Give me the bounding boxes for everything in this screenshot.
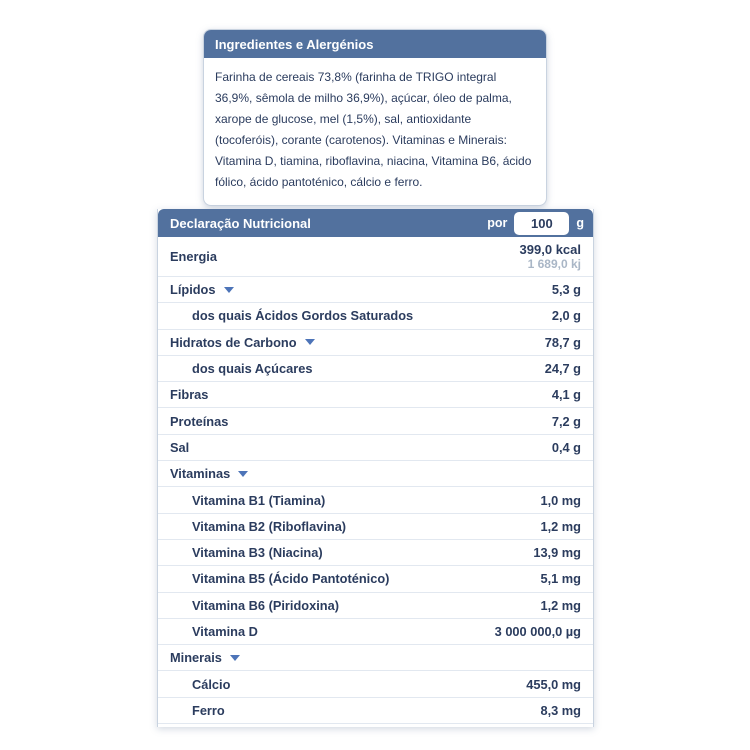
row-value: 1,2 mg <box>540 518 581 534</box>
table-row-sal <box>158 435 593 461</box>
table-row-acucares <box>158 356 593 382</box>
chevron-down-icon <box>230 655 240 661</box>
row-label: Vitamina B3 (Niacina) <box>192 545 323 561</box>
row-label: Cálcio <box>192 676 231 692</box>
table-row-saturados <box>158 303 593 329</box>
table-row-ferro <box>158 698 593 724</box>
table-row-lipidos[interactable] <box>158 277 593 303</box>
nutrition-card-title: Declaração Nutricional <box>170 215 311 231</box>
row-label: Ferro <box>192 702 225 718</box>
row-value: 24,7 g <box>544 361 581 377</box>
row-label: Vitamina B2 (Riboflavina) <box>192 518 347 534</box>
row-label: Minerais <box>170 650 222 666</box>
table-row-vitamina-b1 <box>158 487 593 513</box>
row-value: 5,1 mg <box>540 571 581 587</box>
table-row-vitamina-b2 <box>158 514 593 540</box>
ingredients-card <box>203 29 547 206</box>
nutrition-card-header <box>158 209 593 237</box>
table-section-vitaminas[interactable] <box>158 461 593 487</box>
row-label: Fibras <box>170 387 209 403</box>
table-row-vitamina-b6 <box>158 593 593 619</box>
row-label: Proteínas <box>170 413 229 429</box>
row-value: 4,1 g <box>551 387 581 403</box>
chevron-down-icon <box>238 471 248 477</box>
ingredients-card-header <box>204 30 546 58</box>
ingredients-text: Farinha de cereais 73,8% (farinha de TRIGO integral 36,9%, sêmola de milho 36,9%), açúcar, óleo de palma, xarope de glucose, mel (1,5%), sal, antioxidante (tocoferóis), corante (carotenos). Vitaminas e Minerais: Vitamina D, tiamina, riboflavina, niacina, Vitamina B6, ácido fólico, ácido pantoténico, cálcio e ferro. <box>215 70 532 189</box>
row-value: 7,2 g <box>551 413 581 429</box>
row-value: 78,7 g <box>544 334 581 350</box>
table-row-vitamina-b3 <box>158 540 593 566</box>
row-value <box>520 242 581 271</box>
table-section-minerais[interactable] <box>158 645 593 671</box>
energy-kj-value: 1 689,0 kj <box>527 257 581 271</box>
row-value: 8,3 mg <box>540 702 581 718</box>
row-label: Vitaminas <box>170 466 231 482</box>
row-value: 5,3 g <box>551 282 581 298</box>
table-row-vitamina-d <box>158 619 593 645</box>
table-row-calcio <box>158 671 593 697</box>
ingredients-card-title: Ingredientes e Alergénios <box>215 36 374 52</box>
row-value: 1,0 mg <box>540 492 581 508</box>
quantity-input[interactable] <box>514 212 569 235</box>
table-row-hidratos[interactable] <box>158 330 593 356</box>
row-label: dos quais Ácidos Gordos Saturados <box>192 308 414 324</box>
row-label: Vitamina B1 (Tiamina) <box>192 492 326 508</box>
row-label: Vitamina B6 (Piridoxina) <box>192 597 339 613</box>
energy-kcal-value: 399,0 kcal <box>519 242 581 257</box>
row-label: dos quais Açúcares <box>192 361 313 377</box>
row-label: Lípidos <box>170 282 216 298</box>
per-label: por <box>487 216 508 230</box>
nutrition-card <box>157 209 594 727</box>
row-label: Vitamina B5 (Ácido Pantoténico) <box>192 571 390 587</box>
row-label: Hidratos de Carbono <box>170 334 297 350</box>
chevron-down-icon <box>224 287 234 293</box>
row-label: Energia <box>170 249 217 264</box>
row-value: 2,0 g <box>551 308 581 324</box>
unit-label: g <box>576 216 584 230</box>
table-row-energia <box>158 237 593 277</box>
row-value: 455,0 mg <box>526 676 581 692</box>
row-label: Sal <box>170 439 190 455</box>
table-row-proteinas <box>158 408 593 434</box>
row-value: 13,9 mg <box>533 545 581 561</box>
row-value: 0,4 g <box>551 439 581 455</box>
row-value: 3 000 000,0 µg <box>494 624 581 639</box>
table-row-fibras <box>158 382 593 408</box>
table-row-vitamina-b5 <box>158 566 593 592</box>
row-label: Vitamina D <box>192 624 258 639</box>
row-value: 1,2 mg <box>540 597 581 613</box>
chevron-down-icon <box>305 339 315 345</box>
